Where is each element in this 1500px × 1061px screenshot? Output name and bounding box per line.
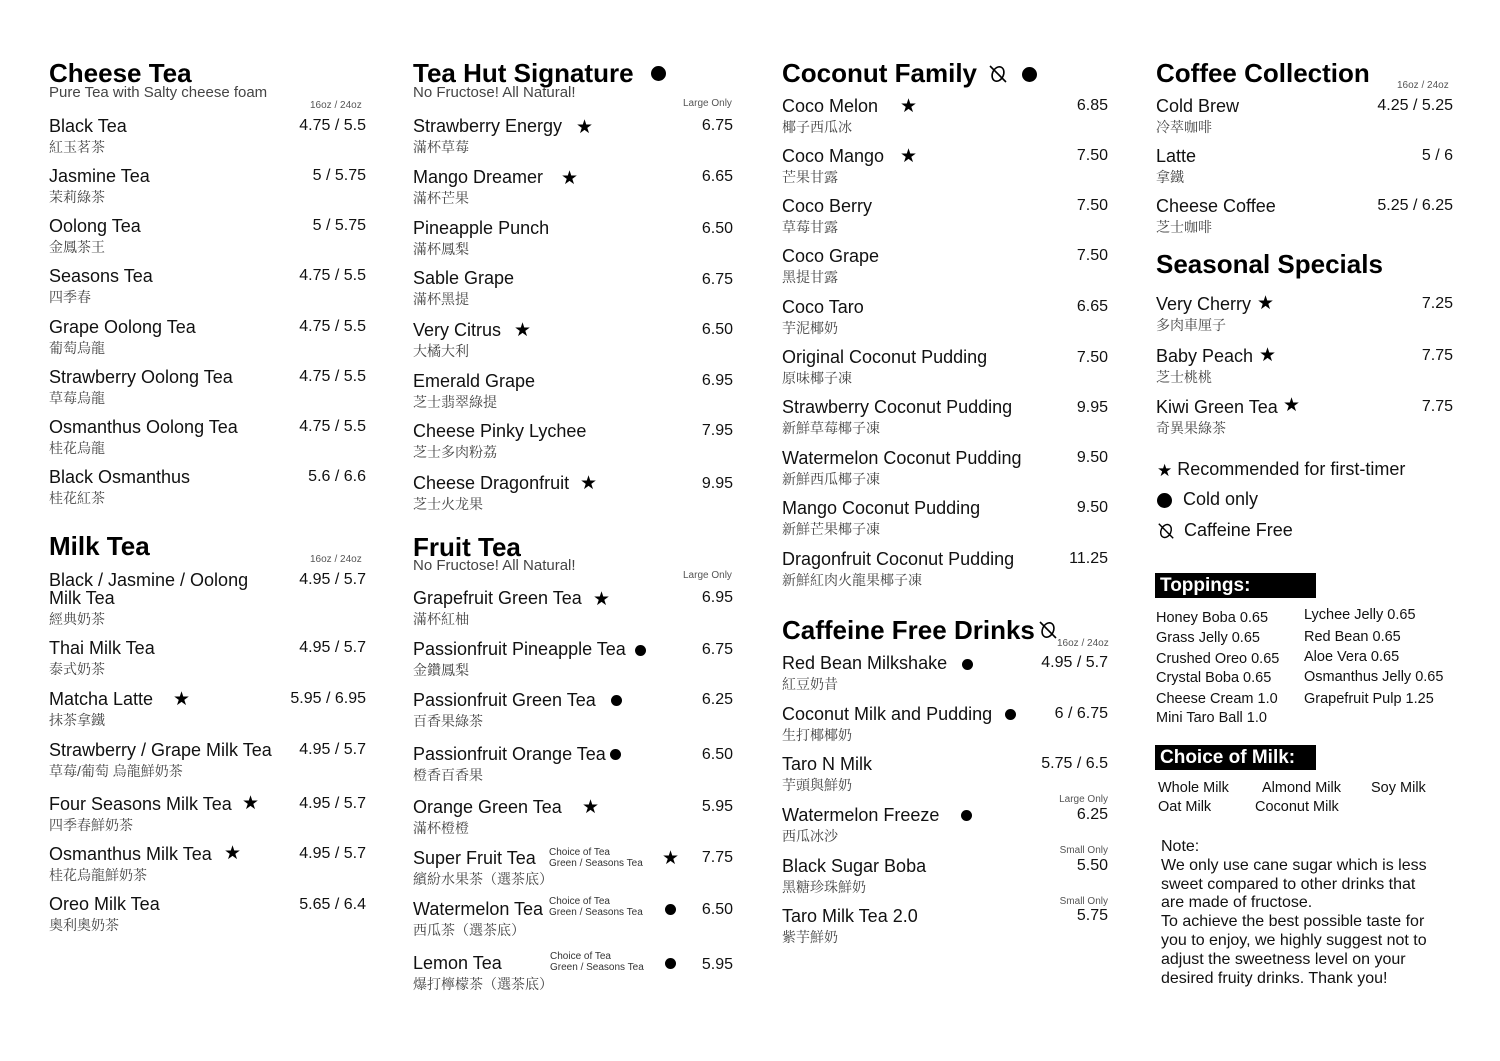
menu-item-chinese: 爆打檸檬茶（選茶底） [413, 976, 553, 992]
menu-item-name: Black Sugar Boba [782, 856, 927, 876]
section-subtitle: Pure Tea with Salty cheese foam [49, 84, 268, 101]
menu-item-name: Jasmine Tea [49, 166, 150, 186]
menu-item-name: Osmanthus Oolong Tea [49, 417, 238, 437]
menu-item-name: Strawberry Oolong Tea [49, 367, 233, 387]
menu-item-price: 5.95 [701, 798, 733, 815]
menu-item-price: 6.95 [701, 372, 733, 389]
menu-item-price: 7.50 [1076, 247, 1108, 264]
menu-item-name: Taro N Milk [782, 754, 873, 774]
menu-item-chinese: 奇異果綠茶 [1156, 420, 1226, 436]
milk-option: Coconut Milk [1255, 799, 1339, 815]
menu-item-chinese: 芋頭與鮮奶 [782, 777, 852, 793]
section-title-cheese-tea: Cheese Tea [49, 58, 192, 88]
menu-item-name: Watermelon Freeze [782, 805, 940, 825]
menu-item-chinese: 芋泥椰奶 [782, 320, 838, 336]
menu-item-price: 6.50 [701, 901, 733, 918]
menu-item-chinese: 生打椰椰奶 [782, 727, 852, 743]
section-title-seasonal-specials: Seasonal Specials [1156, 249, 1383, 279]
choice-of-milk-header: Choice of Milk: [1155, 745, 1316, 770]
choice-line: Choice of Tea [549, 847, 610, 858]
menu-item-price: 6.95 [701, 589, 733, 606]
menu-item-name: Black Osmanthus [49, 467, 191, 487]
menu-item-chinese: 新鮮紅肉火龍果椰子凍 [782, 572, 922, 588]
star-icon: ★ [1257, 293, 1275, 314]
menu-item-chinese: 西瓜茶（選茶底） [413, 922, 525, 938]
menu-item-price: 4.75 / 5.5 [299, 117, 366, 134]
small-only-note: Small Only [1059, 896, 1108, 907]
menu-item-price: 7.95 [701, 422, 733, 439]
menu-item-price: 7.50 [1076, 147, 1108, 164]
menu-item-name: Oolong Tea [49, 216, 141, 236]
note-block [1161, 838, 1461, 988]
star-icon: ★ [224, 843, 242, 864]
menu-item-chinese: 新鮮西瓜椰子凍 [782, 471, 880, 487]
section-subtitle: No Fructose! All Natural! [413, 557, 576, 574]
menu-item-chinese: 芝士桃桃 [1156, 369, 1212, 385]
menu-item-name: Four Seasons Milk Tea [49, 794, 232, 814]
menu-item-name: Strawberry / Grape Milk Tea [49, 740, 272, 760]
menu-item-name: Oreo Milk Tea [49, 894, 160, 914]
star-icon: ★ [662, 848, 680, 869]
milk-option: Soy Milk [1371, 780, 1426, 796]
cold-dot-icon [610, 749, 621, 760]
size-note: 16oz / 24oz [1397, 80, 1449, 91]
section-title-caffeine-free-drinks: Caffeine Free Drinks [782, 615, 1035, 645]
cold-dot-icon [961, 810, 972, 821]
choice-line: Green / Seasons Tea [549, 858, 643, 869]
topping-item: Cheese Cream 1.0 [1156, 691, 1278, 707]
star-icon: ★ [580, 473, 598, 494]
caffeine-free-icon [1038, 620, 1058, 640]
menu-item-chinese: 草莓烏龍 [49, 390, 105, 406]
menu-item-price: 5.75 [1076, 907, 1108, 924]
menu-item-chinese: 新鮮草莓椰子凍 [782, 420, 880, 436]
menu-item-name: Very Citrus [413, 320, 502, 340]
section-title-milk-tea: Milk Tea [49, 531, 150, 561]
menu-item-price: 5 / 5.75 [312, 167, 366, 184]
cold-dot-icon [635, 645, 646, 656]
menu-item-name: Grapefruit Green Tea [413, 588, 582, 608]
menu-item-name: Original Coconut Pudding [782, 347, 988, 367]
section-title-coconut-family: Coconut Family [782, 58, 978, 88]
star-icon: ★ [900, 146, 918, 167]
menu-item-chinese: 桂花烏龍 [49, 440, 105, 456]
choice-of-tea-note [550, 951, 644, 973]
size-note: 16oz / 24oz [1057, 638, 1109, 649]
menu-item-price: 6 / 6.75 [1054, 705, 1108, 722]
menu-item-chinese: 椰子西瓜冰 [782, 119, 852, 135]
menu-item-price: 4.75 / 5.5 [299, 418, 366, 435]
note-line: adjust the sweetness level on your [1161, 950, 1406, 968]
menu-item-chinese: 芝士火龙果 [413, 496, 483, 512]
menu-item-price: 4.95 / 5.7 [299, 741, 366, 758]
topping-item: Crystal Boba 0.65 [1156, 670, 1272, 686]
menu-item-chinese: 百香果綠茶 [413, 713, 483, 729]
menu-item-price: 6.25 [1076, 806, 1108, 823]
legend-caffeine-free [1157, 520, 1293, 541]
menu-item-chinese: 冷萃咖啡 [1156, 119, 1212, 135]
menu-item-name: Mango Coconut Pudding [782, 498, 981, 518]
menu-item-name: Matcha Latte [49, 689, 154, 709]
cold-dot-icon [1005, 709, 1016, 720]
topping-item: Grapefruit Pulp 1.25 [1304, 691, 1434, 707]
menu-item-chinese: 橙香百香果 [413, 767, 483, 783]
menu-item-price: 4.75 / 5.5 [299, 267, 366, 284]
star-icon: ★ [576, 117, 594, 138]
menu-item-chinese: 紫芋鮮奶 [782, 929, 838, 945]
cold-dot-icon [665, 904, 676, 915]
legend-label: Recommended for first-timer [1177, 459, 1406, 479]
menu-item-name: Super Fruit Tea [413, 848, 536, 868]
menu-item-name: Emerald Grape [413, 371, 536, 391]
menu-item-price: 6.25 [701, 691, 733, 708]
menu-item-price: 6.50 [701, 220, 733, 237]
menu-item-name: Cold Brew [1156, 96, 1240, 116]
size-note: Large Only [683, 570, 732, 581]
menu-item-chinese: 茉莉綠茶 [49, 189, 105, 205]
menu-item-name: Coco Taro [782, 297, 864, 317]
topping-item: Honey Boba 0.65 [1156, 610, 1269, 626]
menu-item-price: 5.25 / 6.25 [1377, 197, 1453, 214]
menu-item-name: Cheese Coffee [1156, 196, 1276, 216]
menu-item-price: 7.75 [1421, 398, 1453, 415]
cold-dot-icon [611, 695, 622, 706]
menu-item-name: Black Tea [49, 116, 127, 136]
legend-recommended [1157, 459, 1405, 480]
menu-item-name: Strawberry Coconut Pudding [782, 397, 1013, 417]
menu-item-price: 7.50 [1076, 197, 1108, 214]
note-line: sweet compared to other drinks that [1161, 875, 1416, 893]
menu-item-name: Watermelon Tea [413, 899, 544, 919]
topping-item: Mini Taro Ball 1.0 [1156, 710, 1267, 726]
menu-item-name: Passionfruit Pineapple Tea [413, 639, 626, 659]
menu-item-price: 6.50 [701, 746, 733, 763]
menu-item-name: Pineapple Punch [413, 218, 550, 238]
menu-item-chinese: 大橘大利 [413, 343, 469, 359]
menu-item-chinese: 滿杯黑提 [413, 291, 469, 307]
menu-item-chinese: 滿杯芒果 [413, 190, 469, 206]
legend-label: Cold only [1183, 489, 1259, 509]
menu-item-chinese: 經典奶茶 [49, 611, 105, 627]
toppings-header: Toppings: [1155, 573, 1316, 598]
menu-item-name: Coco Grape [782, 246, 880, 266]
menu-item-name: Thai Milk Tea [49, 638, 155, 658]
menu-item-chinese: 四季春鮮奶茶 [49, 817, 133, 833]
star-icon: ★ [514, 320, 532, 341]
menu-item-price: 7.50 [1076, 349, 1108, 366]
legend-label: Caffeine Free [1184, 520, 1293, 540]
milk-option: Almond Milk [1262, 780, 1341, 796]
menu-item-price: 6.75 [701, 641, 733, 658]
menu-item-name: Latte [1156, 146, 1197, 166]
menu-item-chinese: 滿杯鳳梨 [413, 241, 469, 257]
menu-item-chinese: 芝士咖啡 [1156, 219, 1212, 235]
menu-item-name: Seasons Tea [49, 266, 153, 286]
menu-item-chinese: 芝士翡翠綠提 [413, 394, 497, 410]
size-note: 16oz / 24oz [310, 100, 362, 111]
menu-item-name: Sable Grape [413, 268, 515, 288]
menu-item-name: Coconut Milk and Pudding [782, 704, 993, 724]
menu-item-price: 5.6 / 6.6 [308, 468, 366, 485]
menu-item-chinese: 桂花紅茶 [49, 490, 105, 506]
note-title: Note: [1161, 838, 1200, 855]
section-title-fruit-tea: Fruit Tea [413, 532, 521, 562]
menu-item-name: Grape Oolong Tea [49, 317, 196, 337]
menu-item-name: Lemon Tea [413, 953, 502, 973]
menu-item-price: 5 / 6 [1421, 147, 1453, 164]
menu-item-price: 9.95 [1076, 399, 1108, 416]
menu-item-chinese: 西瓜冰沙 [782, 828, 838, 844]
menu-item-price: 7.75 [1421, 347, 1453, 364]
menu-item-price: 4.75 / 5.5 [299, 318, 366, 335]
section-title-tea-hut-signature: Tea Hut Signature [413, 58, 634, 88]
menu-item-chinese: 原味椰子凍 [782, 370, 852, 386]
star-icon: ★ [1283, 395, 1301, 416]
menu-item-price: 4.25 / 5.25 [1377, 97, 1453, 114]
choice-line: Choice of Tea [550, 951, 611, 962]
menu-item-price: 11.25 [1069, 550, 1108, 567]
menu-item-chinese: 紅豆奶昔 [782, 676, 838, 692]
note-line: desired fruity drinks. Thank you! [1161, 969, 1388, 987]
menu-item-price: 6.65 [701, 168, 733, 185]
star-icon: ★ [900, 96, 918, 117]
milk-option: Whole Milk [1158, 780, 1229, 796]
note-line: To achieve the best possible taste for [1161, 913, 1425, 931]
menu-item-name: Passionfruit Orange Tea [413, 744, 606, 764]
section-title-coffee-collection: Coffee Collection [1156, 58, 1370, 88]
cold-dot-icon [665, 958, 676, 969]
menu-item-name: Kiwi Green Tea [1156, 397, 1278, 417]
menu-item-chinese: 四季春 [49, 289, 91, 305]
topping-item: Osmanthus Jelly 0.65 [1304, 669, 1444, 685]
menu-item-chinese: 桂花烏龍鮮奶茶 [49, 867, 147, 883]
menu-item-price: 7.25 [1421, 295, 1453, 312]
menu-item-name: Dragonfruit Coconut Pudding [782, 549, 1015, 569]
menu-item-name: Mango Dreamer [413, 167, 544, 187]
menu-item-price: 6.65 [1076, 298, 1108, 315]
topping-item: Grass Jelly 0.65 [1156, 630, 1260, 646]
size-note: 16oz / 24oz [310, 554, 362, 565]
menu-item-price: 5.65 / 6.4 [299, 896, 366, 913]
section-subtitle: No Fructose! All Natural! [413, 84, 576, 101]
choice-line: Choice of Tea [549, 896, 610, 907]
cold-dot-icon [962, 659, 973, 670]
topping-item: Red Bean 0.65 [1304, 629, 1401, 645]
caffeine-free-icon [1157, 522, 1175, 540]
menu-item-name: Strawberry Energy [413, 116, 563, 136]
menu-item-name: Coco Mango [782, 146, 885, 166]
menu-item-name: Cheese Dragonfruit [413, 473, 570, 493]
menu-item-price: 4.75 / 5.5 [299, 368, 366, 385]
cold-dot-icon [1157, 493, 1172, 508]
star-icon: ★ [593, 589, 611, 610]
menu-item-chinese: 芒果甘露 [782, 169, 838, 185]
topping-item: Lychee Jelly 0.65 [1304, 607, 1416, 623]
menu-item-name: Red Bean Milkshake [782, 653, 948, 673]
menu-item-price: 9.50 [1076, 449, 1108, 466]
menu-item-chinese: 草莓/葡萄 烏龍鮮奶茶 [49, 763, 183, 779]
menu-item-price: 6.85 [1076, 97, 1108, 114]
menu-item-chinese: 多肉車厘子 [1156, 317, 1226, 333]
choice-line: Green / Seasons Tea [550, 962, 644, 973]
menu-item-name: Baby Peach [1156, 346, 1254, 366]
menu-item-chinese: 滿杯紅柚 [413, 611, 469, 627]
menu-item-name: Watermelon Coconut Pudding [782, 448, 1022, 468]
topping-item: Aloe Vera 0.65 [1304, 649, 1400, 665]
cold-dot-icon [651, 66, 666, 81]
menu-item-price: 9.95 [701, 475, 733, 492]
menu-item-name: Coco Melon [782, 96, 879, 116]
menu-item-name: Very Cherry [1156, 294, 1252, 314]
menu-item-name-line2: Milk Tea [49, 588, 115, 608]
caffeine-free-icon [988, 64, 1008, 84]
menu-item-chinese: 金鳳茶王 [49, 239, 105, 255]
menu-item-name: Osmanthus Milk Tea [49, 844, 212, 864]
legend-cold-only [1157, 489, 1258, 510]
menu-item-chinese: 泰式奶茶 [49, 661, 105, 677]
note-line: you to enjoy, we highly suggest not to [1161, 931, 1427, 949]
milk-option: Oat Milk [1158, 799, 1212, 815]
menu-item-price: 5.50 [1076, 857, 1108, 874]
star-icon: ★ [582, 797, 600, 818]
note-line: are made of fructose. [1161, 894, 1313, 912]
menu-item-chinese: 草莓甘露 [782, 219, 838, 235]
menu-item-name: Black / Jasmine / Oolong [49, 570, 249, 590]
menu-item-price: 5.95 [701, 956, 733, 973]
menu-item-name: Coco Berry [782, 196, 873, 216]
menu-item-price: 4.95 / 5.7 [299, 845, 366, 862]
note-line: We only use cane sugar which is less [1161, 856, 1427, 874]
topping-item: Crushed Oreo 0.65 [1156, 651, 1280, 667]
menu-item-price: 7.75 [701, 849, 733, 866]
menu-item-chinese: 黑提甘露 [782, 269, 838, 285]
menu-item-price: 5.95 / 6.95 [290, 690, 366, 707]
menu-item-price: 4.95 / 5.7 [299, 795, 366, 812]
menu-item-chinese: 滿杯橙橙 [413, 820, 469, 836]
menu-item-name: Taro Milk Tea 2.0 [782, 906, 918, 926]
star-icon: ★ [1259, 345, 1277, 366]
menu-item-chinese: 葡萄烏龍 [49, 340, 105, 356]
menu-item-price: 9.50 [1076, 499, 1108, 516]
menu-item-price: 4.95 / 5.7 [299, 639, 366, 656]
menu-item-chinese: 滿杯草莓 [413, 139, 469, 155]
small-only-note: Small Only [1059, 845, 1108, 856]
star-icon: ★ [242, 793, 260, 814]
menu-item-chinese: 繽紛水果茶（選茶底） [413, 871, 553, 887]
menu-item-price: 4.95 / 5.7 [1041, 654, 1108, 671]
menu-item-chinese: 金鑽鳳梨 [413, 662, 469, 678]
menu-item-name: Cheese Pinky Lychee [413, 421, 587, 441]
star-icon: ★ [561, 168, 579, 189]
menu-item-chinese: 芝士多肉粉荔 [413, 444, 497, 460]
menu-item-chinese: 紅玉茗茶 [49, 139, 105, 155]
menu-item-price: 5.75 / 6.5 [1041, 755, 1108, 772]
menu-item-chinese: 抹茶拿鐵 [49, 712, 105, 728]
menu-item-name: Passionfruit Green Tea [413, 690, 596, 710]
cold-dot-icon [1022, 67, 1037, 82]
star-icon: ★ [173, 689, 191, 710]
menu-item-price: 6.75 [701, 117, 733, 134]
menu-item-chinese: 拿鐵 [1156, 169, 1184, 185]
size-note: Large Only [683, 98, 732, 109]
menu-item-price: 4.95 / 5.7 [299, 571, 366, 588]
menu-item-chinese: 黑糖珍珠鮮奶 [782, 879, 866, 895]
choice-of-tea-note [549, 896, 643, 918]
menu-item-name: Orange Green Tea [413, 797, 562, 817]
menu-item-chinese: 新鮮芒果椰子凍 [782, 521, 880, 537]
choice-line: Green / Seasons Tea [549, 907, 643, 918]
star-icon: ★ [1157, 460, 1173, 480]
menu-item-price: 5 / 5.75 [312, 217, 366, 234]
menu-item-price: 6.50 [701, 321, 733, 338]
choice-of-tea-note [549, 847, 643, 869]
menu-item-chinese: 奧利奧奶茶 [49, 917, 119, 933]
large-only-note: Large Only [1059, 794, 1108, 805]
menu-item-price: 6.75 [701, 271, 733, 288]
